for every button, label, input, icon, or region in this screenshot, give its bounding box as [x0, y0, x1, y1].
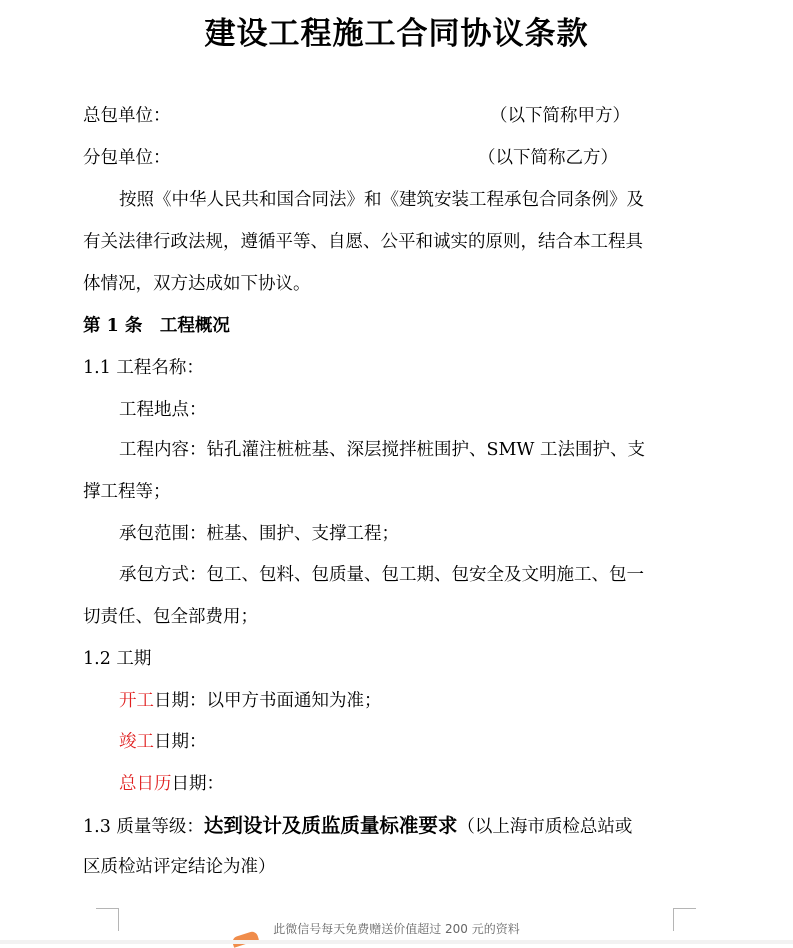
intro-line-1: 按照《中华人民共和国合同法》和《建筑安装工程承包合同条例》及 — [119, 190, 644, 210]
total-calendar-highlight: 总日历 — [119, 774, 172, 794]
contract-method-line-1: 承包方式：包工、包料、包质量、包工期、包安全及文明施工、包一 — [119, 565, 644, 585]
start-date — [119, 689, 719, 713]
contract-scope: 承包范围：桩基、围护、支撑工程； — [119, 524, 399, 544]
section-1-3-quality — [83, 814, 683, 839]
contract-method-line-2: 切责任、包全部费用； — [83, 607, 258, 627]
article-1-heading: 第 1 条 工程概况 — [83, 316, 230, 336]
document-title: 建设工程施工合同协议条款 — [204, 16, 589, 52]
project-content-line-1: 工程内容：钻孔灌注桩桩基、深层搅拌桩围护、SMW 工法围护、支 — [119, 440, 645, 460]
party-a-label: 总包单位： — [83, 106, 171, 126]
completion-date-highlight: 竣工 — [119, 732, 154, 752]
project-location: 工程地点： — [119, 400, 207, 420]
completion-date-text: 日期： — [154, 732, 207, 752]
quality-suffix: （以上海市质检总站或 — [457, 817, 633, 837]
total-calendar-days — [119, 772, 719, 796]
party-b-note: （以下简称乙方） — [478, 148, 618, 168]
section-1-1-heading: 1.1 工程名称： — [83, 358, 204, 378]
section-1-2-heading: 1.2 工期 — [83, 649, 152, 669]
section-1-3-quality-line-2: 区质检站评定结论为准） — [83, 857, 276, 877]
completion-date — [119, 730, 719, 754]
quality-prefix: 1.3 质量等级： — [83, 817, 204, 837]
start-date-text: 日期：以甲方书面通知为准； — [154, 691, 382, 711]
total-calendar-text: 日期： — [171, 774, 224, 794]
party-b-label: 分包单位： — [83, 148, 171, 168]
project-content-line-2: 撑工程等； — [83, 482, 171, 502]
intro-line-3: 体情况，双方达成如下协议。 — [83, 274, 311, 294]
bottom-bar — [0, 940, 793, 944]
footer-watermark: 此微信号每天免费赠送价值超过 200 元的资料 — [273, 922, 520, 936]
party-a-note: （以下简称甲方） — [490, 106, 630, 126]
start-date-highlight: 开工 — [119, 691, 154, 711]
quality-standard: 达到设计及质监质量标准要求 — [203, 814, 458, 837]
intro-line-2: 有关法律行政法规，遵循平等、自愿、公平和诚实的原则，结合本工程具 — [83, 232, 643, 252]
